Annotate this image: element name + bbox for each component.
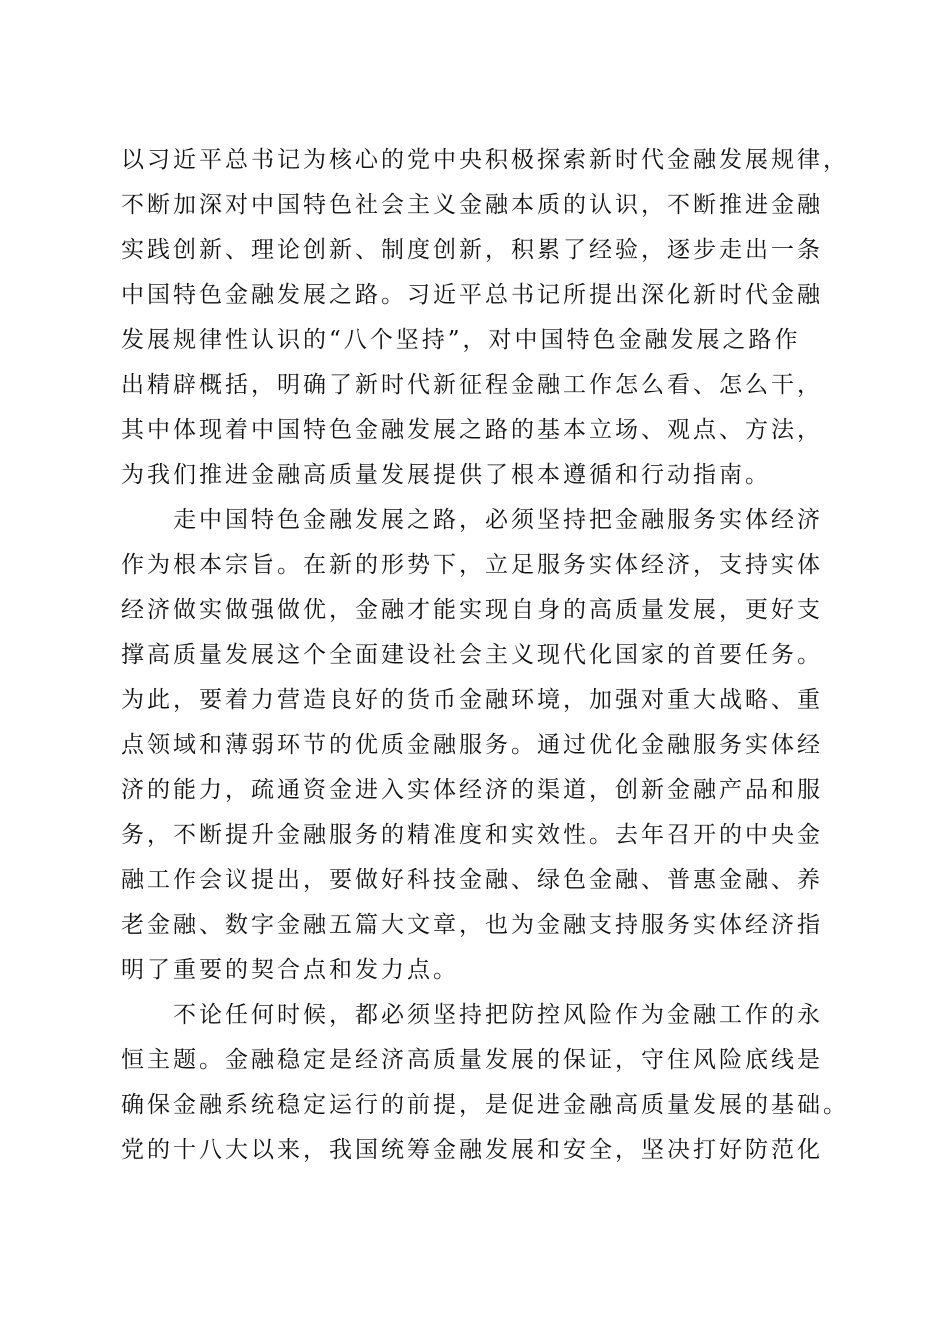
text-line: 走中国特色金融发展之路，必须坚持把金融服务实体经济 — [173, 507, 823, 533]
text-line: 恒主题。金融稳定是经济高质量发展的保证，守住风险底线是 — [121, 1047, 823, 1073]
text-line: 确保金融系统稳定运行的前提，是促进金融高质量发展的基础。 — [121, 1092, 849, 1118]
text-line: 点领域和薄弱环节的优质金融服务。通过优化金融服务实体经 — [121, 732, 823, 758]
text-line: 出精辟概括，明确了新时代新征程金融工作怎么看、怎么干， — [121, 372, 823, 398]
text-line: 党的十八大以来，我国统筹金融发展和安全，坚决打好防范化 — [121, 1137, 823, 1163]
text-line: 撑高质量发展这个全面建设社会主义现代化国家的首要任务。 — [121, 642, 823, 668]
text-line: 融工作会议提出，要做好科技金融、绿色金融、普惠金融、养 — [121, 867, 823, 893]
text-line: 不断加深对中国特色社会主义金融本质的认识，不断推进金融 — [121, 192, 823, 218]
text-line: 发展规律性认识的“八个坚持”，对中国特色金融发展之路作 — [121, 327, 801, 353]
text-line: 不论任何时候，都必须坚持把防控风险作为金融工作的永 — [173, 1002, 823, 1028]
paragraph-2 — [121, 498, 881, 993]
paragraph-3 — [121, 993, 881, 1173]
text-line: 实践创新、理论创新、制度创新，积累了经验，逐步走出一条 — [121, 237, 823, 263]
text-line: 务，不断提升金融服务的精准度和实效性。去年召开的中央金 — [121, 822, 823, 848]
text-line: 明了重要的契合点和发力点。 — [121, 957, 459, 983]
paragraph-1 — [121, 138, 881, 498]
text-line: 老金融、数字金融五篇大文章，也为金融支持服务实体经济指 — [121, 912, 823, 938]
text-line: 其中体现着中国特色金融发展之路的基本立场、观点、方法， — [121, 417, 823, 443]
text-line: 为我们推进金融高质量发展提供了根本遵循和行动指南。 — [121, 462, 771, 488]
text-line: 以习近平总书记为核心的党中央积极探索新时代金融发展规律， — [121, 147, 849, 173]
text-line: 为此，要着力营造良好的货币金融环境，加强对重大战略、重 — [121, 687, 823, 713]
text-line: 经济做实做强做优，金融才能实现自身的高质量发展，更好支 — [121, 597, 823, 623]
text-line: 作为根本宗旨。在新的形势下，立足服务实体经济，支持实体 — [121, 552, 823, 578]
body-text — [121, 138, 881, 1173]
text-line: 中国特色金融发展之路。习近平总书记所提出深化新时代金融 — [121, 282, 823, 308]
text-line: 济的能力，疏通资金进入实体经济的渠道，创新金融产品和服 — [121, 777, 823, 803]
